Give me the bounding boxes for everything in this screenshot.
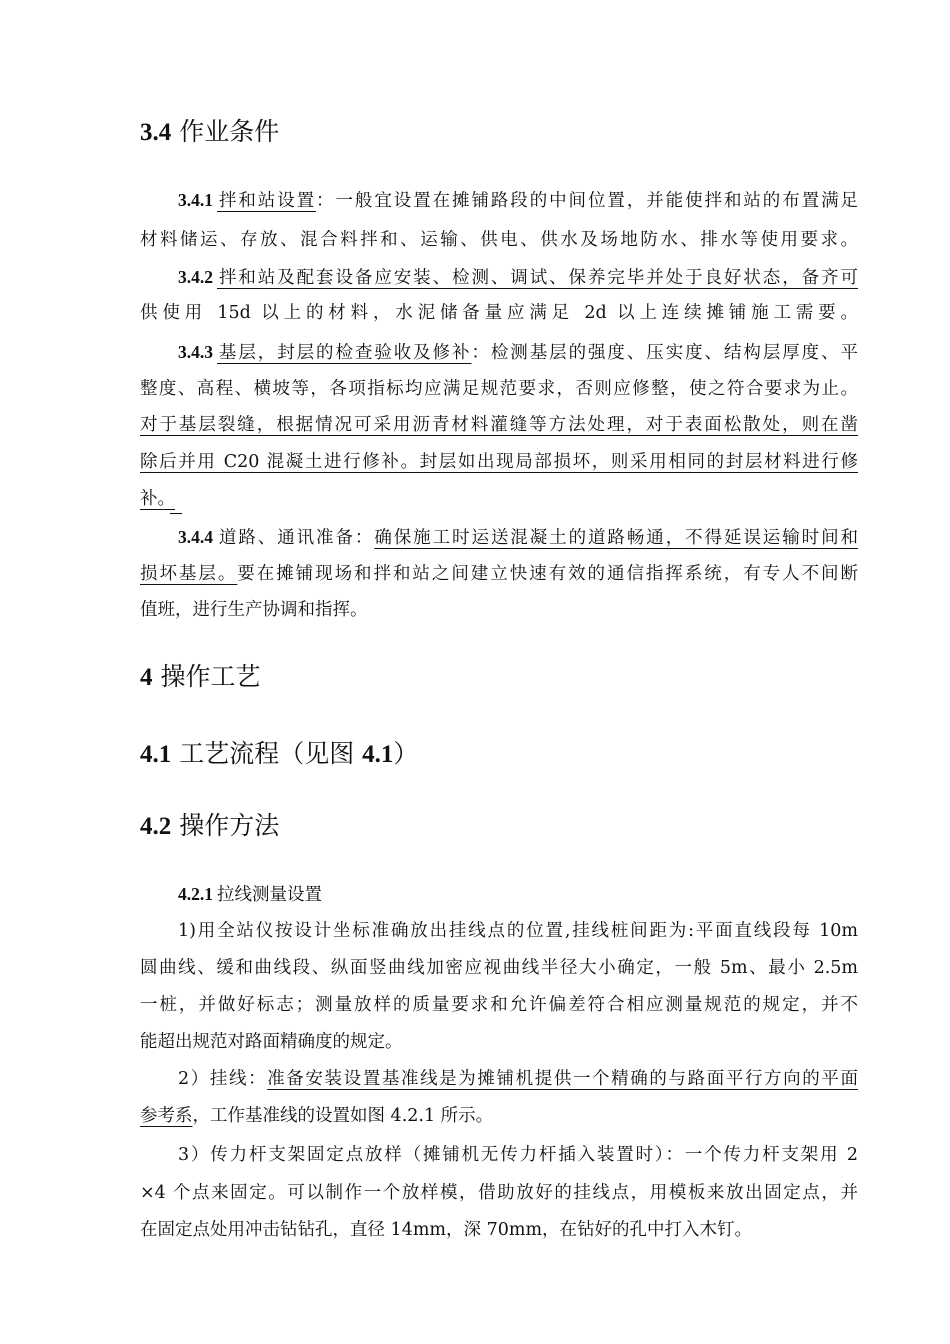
text-run: ：检测基层的强度、压实度、结构层厚度、平 — [471, 343, 859, 363]
text-run: ：一般宜设置在摊铺路段的中间位置，并能使拌和站的布置满足 — [316, 191, 858, 211]
para-3-4-3-line-4 — [140, 449, 858, 475]
para-4-2-1-1-line-2: 圆曲线、缓和曲线段、纵面竖曲线加密应视曲线半径大小确定，一般 5m、最小 2.5m — [140, 958, 858, 978]
heading-number: 3.4 — [140, 119, 172, 146]
text-run: 道路、通讯准备： — [217, 528, 375, 548]
heading-4-1 — [140, 738, 418, 771]
text-run: ，工作基准线的设置如图 4.2.1 所示。 — [192, 1106, 494, 1126]
para-3-4-2-line-2: 供使用 15d 以上的材料，水泥储备量应满足 2d 以上连续摊铺施工需要。 — [140, 303, 858, 323]
para-4-2-1-3-line-1: 3）传力杆支架固定点放样（摊铺机无传力杆插入装置时）：一个传力杆支架用 2 — [178, 1145, 858, 1165]
para-3-4-1-line-1 — [178, 187, 858, 214]
underlined-text: 拌和站及配套设备应安装、检测、调试、保养完毕并处于良好状态，备齐可 — [217, 268, 858, 288]
heading-4 — [140, 661, 260, 694]
underlined-text: 除后并用 C20 混凝土进行修补。封层如出现局部损坏，则采用相同的封层材料进行修 — [140, 452, 858, 472]
clause-number: 3.4.3 — [178, 342, 213, 362]
clause-title: 拉线测量设置 — [217, 885, 322, 905]
underlined-text: 参考系 — [140, 1106, 193, 1126]
underlined-text: 对于基层裂缝，根据情况可采用沥青材料灌缝等方法处理，对于表面松散处，则在凿 — [140, 415, 858, 435]
para-3-4-3-line-1 — [178, 339, 858, 366]
heading-text: 操作方法 — [179, 811, 280, 840]
figure-ref: 4.1 — [362, 741, 394, 768]
para-4-2-1-1-line-1: 1)用全站仪按设计坐标准确放出挂线点的位置,挂线桩间距为:平面直线段每 10m — [178, 921, 858, 941]
underlined-text: 补。 — [140, 489, 175, 509]
underlined-text: 准备安装设置基准线是为摊铺机提供一个精确的与路面平行方向的平面 — [267, 1069, 858, 1089]
para-3-4-3-line-3 — [140, 412, 858, 438]
heading-4-2 — [140, 810, 279, 843]
text-run: 2）挂线： — [178, 1069, 268, 1089]
heading-number: 4.1 — [140, 741, 172, 768]
clause-title: 基层，封层的检查验收及修补 — [217, 343, 472, 363]
heading-text: 作业条件 — [179, 117, 280, 146]
para-4-2-1-1-line-3: 一桩，并做好标志；测量放样的质量要求和允许偏差符合相应测量规范的规定，并不 — [140, 995, 858, 1015]
para-3-4-1-line-2: 材料储运、存放、混合料拌和、运输、供电、供水及场地防水、排水等使用要求。 — [140, 230, 858, 250]
para-3-4-4-line-2 — [140, 561, 858, 587]
para-3-4-2-line-1 — [178, 264, 858, 291]
subheading-4-2-1 — [178, 881, 858, 908]
underlined-text: 损坏基层。 — [140, 564, 238, 584]
para-3-4-3-line-5 — [140, 486, 858, 512]
heading-3-4 — [140, 116, 279, 149]
para-3-4-4-line-1 — [178, 524, 858, 551]
clause-number: 3.4.4 — [178, 527, 213, 547]
underlined-text: 确保施工时运送混凝土的道路畅通，不得延误运输时间和 — [374, 528, 859, 548]
text-run: 要在摊铺现场和拌和站之间建立快速有效的通信指挥系统，有专人不间断 — [237, 564, 859, 584]
para-4-2-1-2-line-2 — [140, 1103, 858, 1129]
clause-number: 3.4.1 — [178, 190, 213, 210]
para-4-2-1-1-line-4: 能超出规范对路面精确度的规定。 — [140, 1032, 403, 1052]
para-3-4-4-line-3: 值班，进行生产协调和指挥。 — [140, 600, 368, 620]
heading-number: 4 — [140, 664, 153, 691]
para-4-2-1-2-line-1 — [178, 1066, 858, 1092]
heading-number: 4.2 — [140, 813, 172, 840]
heading-text: 工艺流程（见图 — [179, 739, 363, 768]
para-4-2-1-3-line-2: ×4 个点来固定。可以制作一个放样模，借助放好的挂线点，用模板来放出固定点，并 — [140, 1183, 858, 1203]
heading-text: 操作工艺 — [160, 662, 261, 691]
heading-text-end: ） — [393, 739, 419, 768]
para-3-4-3-line-2: 整度、高程、横坡等，各项指标均应满足规范要求，否则应修整，使之符合要求为止。 — [140, 379, 858, 399]
clause-title: 拌和站设置 — [217, 191, 317, 211]
clause-number: 3.4.2 — [178, 267, 213, 287]
para-4-2-1-3-line-3: 在固定点处用冲击钻钻孔，直径 14mm，深 70mm，在钻好的孔中打入木钉。 — [140, 1220, 753, 1240]
clause-number: 4.2.1 — [178, 884, 213, 904]
underline-rule — [170, 513, 182, 514]
